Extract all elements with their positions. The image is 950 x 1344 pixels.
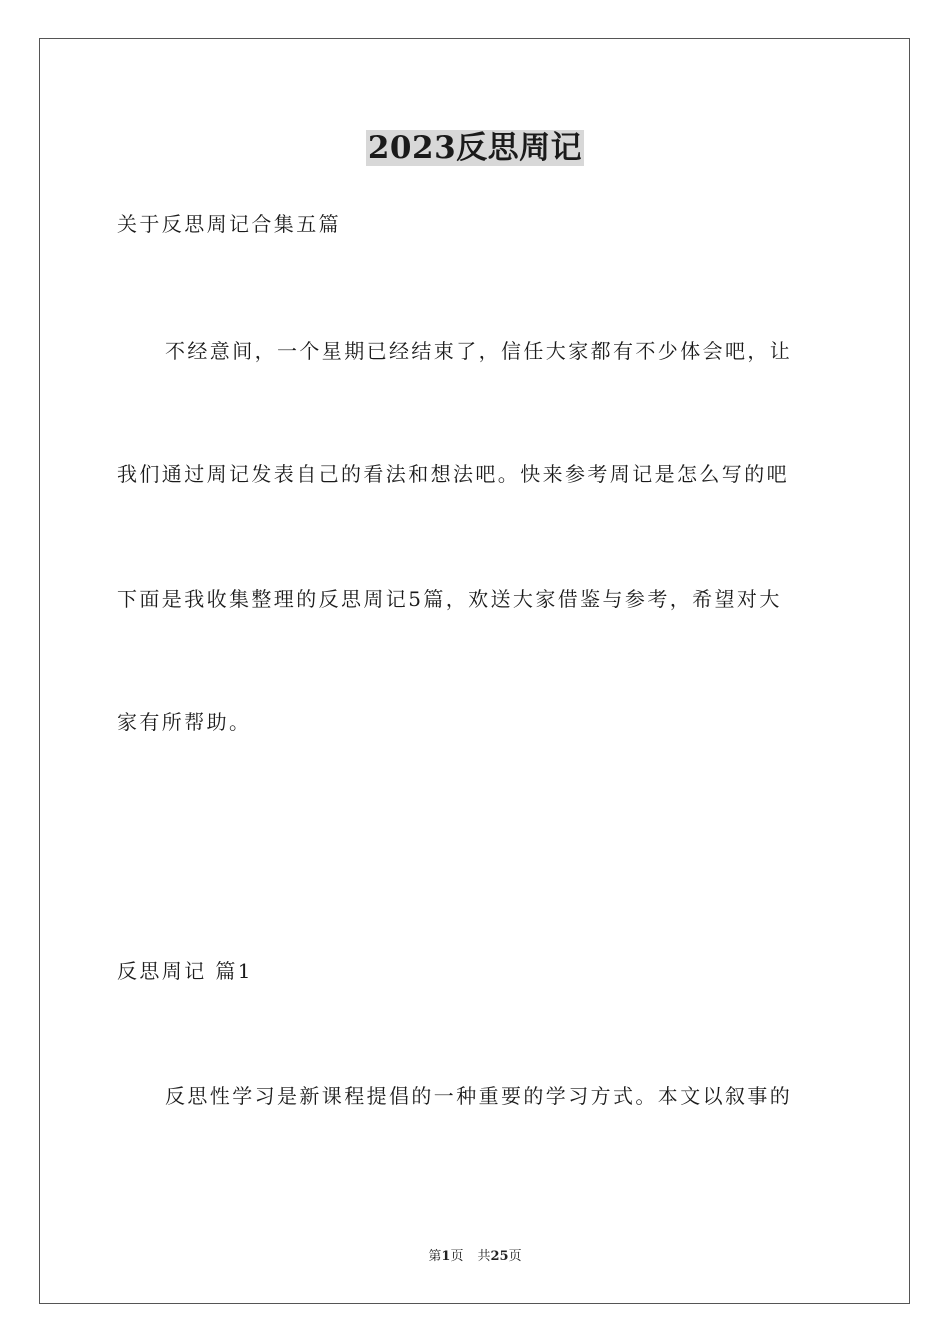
- footer-total-suffix: 页: [508, 1249, 522, 1264]
- intro-line-1: 不经意间，一个星期已经结束了，信任大家都有不少体会吧，让: [165, 339, 793, 363]
- footer-page-suffix: 页: [450, 1249, 464, 1264]
- footer-page-total: 25: [490, 1249, 509, 1264]
- footer-page-current: 1: [441, 1249, 451, 1264]
- intro-line-3: 下面是我收集整理的反思周记5篇，欢送大家借鉴与参考，希望对大: [117, 587, 782, 611]
- footer-total-prefix: 共: [477, 1249, 491, 1264]
- footer-page-prefix: 第: [428, 1249, 442, 1264]
- document-title: [0, 128, 950, 168]
- intro-line-4: 家有所帮助。: [117, 710, 252, 734]
- document-title-text: 2023反思周记: [367, 130, 583, 166]
- intro-line-2: 我们通过周记发表自己的看法和想法吧。快来参考周记是怎么写的吧: [117, 462, 789, 486]
- section-first-line: 反思性学习是新课程提倡的一种重要的学习方式。本文以叙事的: [165, 1084, 793, 1108]
- section-heading: 反思周记 篇1: [117, 959, 253, 983]
- page-footer: [0, 1248, 950, 1266]
- document-subtitle: 关于反思周记合集五篇: [117, 212, 341, 236]
